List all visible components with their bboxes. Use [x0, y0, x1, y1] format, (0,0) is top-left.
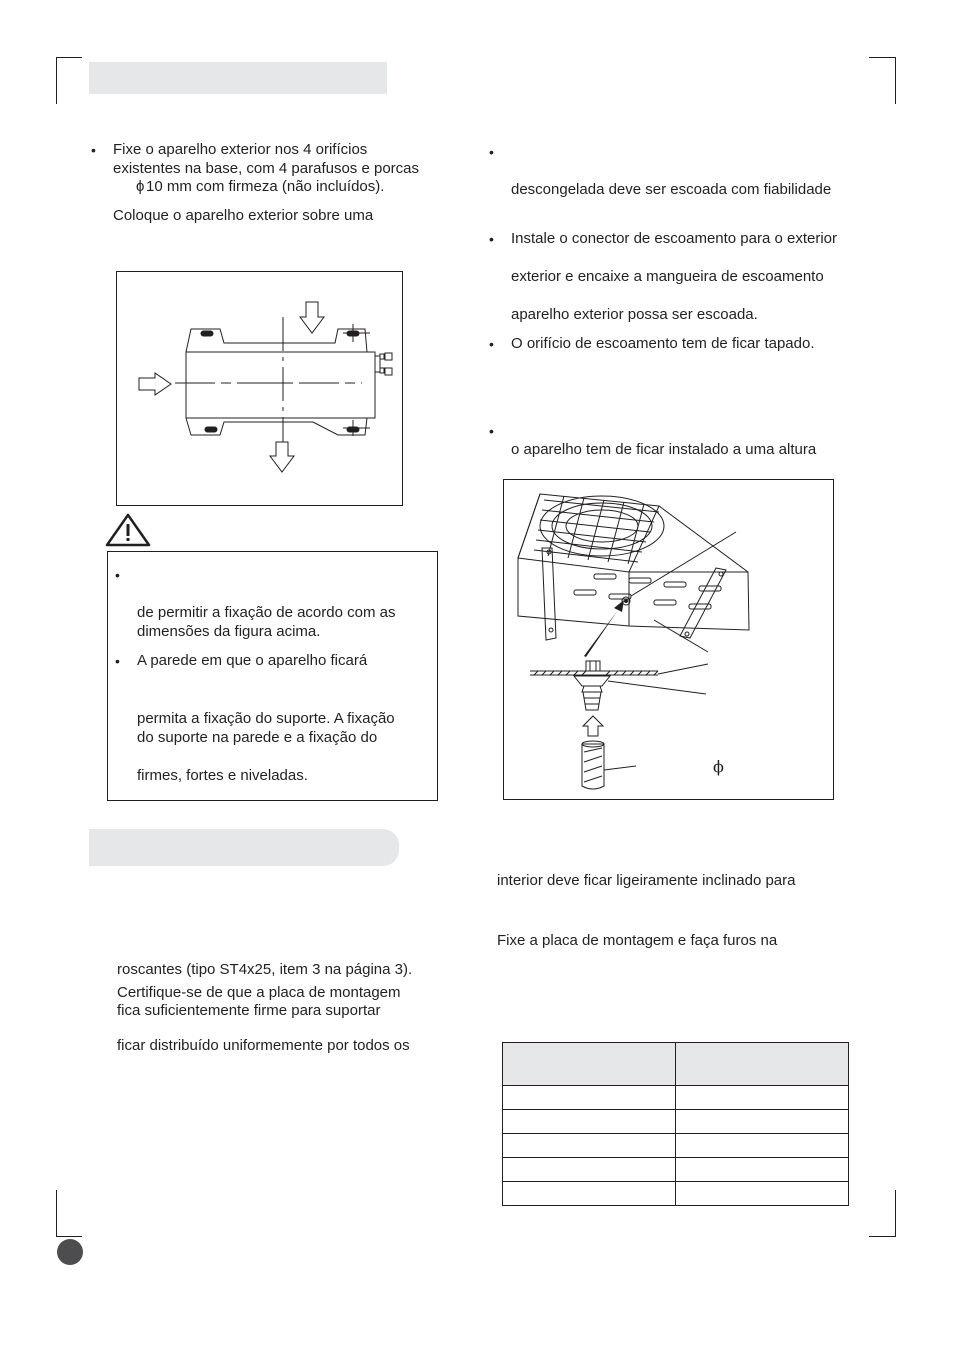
right-line2: Instale o conector de escoamento para o exterior [511, 230, 838, 247]
mounting-line3: fica suficientemente firme para suportar [117, 1002, 381, 1019]
table-cell [676, 1086, 849, 1110]
outdoor-unit-top-view-diagram [116, 271, 403, 506]
table-row [503, 1086, 849, 1110]
outdoor-unit-top-view-svg [117, 272, 404, 507]
caution-line1: de permitir a fixação de acordo com as [137, 604, 396, 621]
table-cell [503, 1110, 676, 1134]
table-cell [503, 1158, 676, 1182]
table-row [503, 1182, 849, 1206]
crop-mark-top-right-h [869, 57, 896, 58]
phi-symbol: ϕ [136, 178, 145, 195]
warning-triangle-icon [105, 513, 155, 547]
crop-mark-top-right-v [895, 57, 896, 104]
spec-table [502, 1042, 849, 1206]
caution-line2: dimensões da figura acima. [137, 623, 321, 640]
caution-line6: firmes, fortes e niveladas. [137, 767, 308, 784]
drain-connector-svg [504, 480, 835, 801]
table-cell [676, 1182, 849, 1206]
right-line5: O orifício de escoamento tem de ficar tapado. [511, 335, 815, 352]
arrow-down-icon [300, 302, 324, 333]
table-header-cell [503, 1043, 676, 1086]
right-line3: exterior e encaixe a mangueira de escoamento [511, 268, 824, 285]
page-number-circle-icon [57, 1239, 83, 1265]
mounting-line1: roscantes (tipo ST4x25, item 3 na página 3). [117, 961, 413, 978]
bullet: • [91, 142, 96, 158]
arrow-up-icon [583, 716, 603, 736]
table-row [503, 1110, 849, 1134]
bullet: • [489, 336, 494, 352]
right-line6: o aparelho tem de ficar instalado a uma altura [511, 441, 817, 458]
bullet: • [115, 653, 120, 669]
crop-mark-top-left-v [56, 57, 57, 104]
drain-connector-diagram [503, 479, 834, 800]
crop-mark-bottom-left-v [56, 1190, 57, 1237]
step1-line2: existentes na base, com 4 parafusos e porcas [113, 160, 420, 177]
right-line7: interior deve ficar ligeiramente inclinado para [497, 872, 796, 889]
bullet: • [489, 231, 494, 247]
bullet: • [489, 144, 494, 160]
caution-line5: do suporte na parede e a fixação do [137, 729, 378, 746]
crop-mark-bottom-left-h [56, 1236, 82, 1237]
table-cell [503, 1134, 676, 1158]
right-line8: Fixe a placa de montagem e faça furos na [497, 932, 778, 949]
table-header-row [503, 1043, 849, 1086]
caution-box [107, 551, 438, 801]
table-row [503, 1134, 849, 1158]
right-line4: aparelho exterior possa ser escoada. [511, 306, 758, 323]
bullet: • [115, 567, 120, 583]
section-header-bar-1 [89, 62, 387, 94]
section-header-bar-2 [89, 829, 399, 866]
table-cell [676, 1110, 849, 1134]
table-cell [503, 1086, 676, 1110]
arrow-up-icon [584, 600, 624, 657]
step2-line1: Coloque o aparelho exterior sobre uma [113, 207, 374, 224]
step1-line3: 10 mm com firmeza (não incluídos). [146, 178, 385, 195]
caution-line3: A parede em que o aparelho ficará [137, 652, 368, 669]
table-header-cell [676, 1043, 849, 1086]
table-cell [676, 1158, 849, 1182]
phi-label: ϕ [713, 757, 724, 776]
crop-mark-bottom-right-v [895, 1190, 896, 1237]
mounting-line4: ficar distribuído uniformemente por todos os [117, 1037, 410, 1054]
table-cell [676, 1134, 849, 1158]
step1-line1: Fixe o aparelho exterior nos 4 orifícios [113, 141, 368, 158]
arrow-down-icon [270, 442, 294, 472]
bullet: • [489, 423, 494, 439]
table-cell [503, 1182, 676, 1206]
arrow-right-icon [139, 373, 171, 395]
crop-mark-bottom-right-h [869, 1236, 896, 1237]
crop-mark-top-left-h [56, 57, 82, 58]
right-line1: descongelada deve ser escoada com fiabilidade [511, 181, 832, 198]
mounting-line2: Certifique-se de que a placa de montagem [117, 984, 401, 1001]
caution-line4: permita a fixação do suporte. A fixação [137, 710, 395, 727]
table-row [503, 1158, 849, 1182]
